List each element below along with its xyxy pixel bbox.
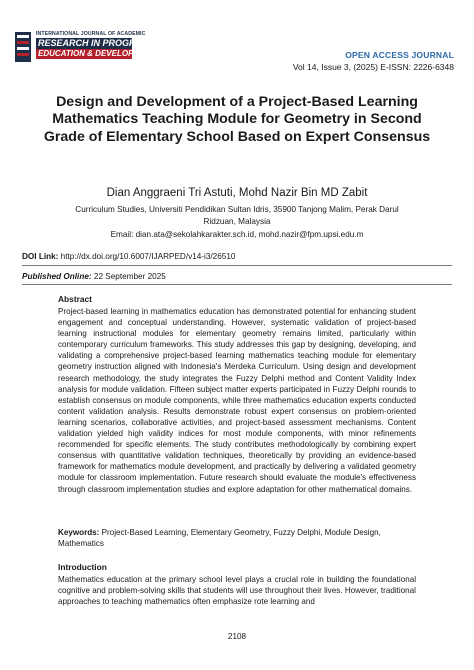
published-line: [22, 272, 166, 281]
page-number: 2108: [227, 632, 247, 641]
introduction-text: Mathematics education at the primary school level plays a crucial role in building the foundational cognitive and problem-solving skills that students will use throughout their lives. However, traditional approaches to teaching mathematics often emphasize rote learning and: [58, 575, 416, 607]
paper-authors: Dian Anggraeni Tri Astuti, Mohd Nazir Bin MD Zabit: [106, 187, 368, 199]
doi-line: [22, 252, 235, 261]
divider-bottom: [22, 284, 452, 285]
open-access-label: OPEN ACCESS JOURNAL: [345, 50, 454, 60]
doi-link[interactable]: http://dx.doi.org/10.6007/IJARPED/v14-i3/26510: [60, 252, 236, 261]
journal-info: [293, 50, 454, 72]
author-email: Email: dian.ata@sekolahkarakter.sch.id, mohd.nazir@fpm.upsi.edu.m: [110, 230, 364, 239]
divider-top: [22, 265, 452, 266]
logo-line2: RESEARCH IN PROGRESSIVE: [38, 38, 169, 48]
keywords-label: Keywords:: [58, 528, 100, 537]
introduction-heading: Introduction: [58, 562, 107, 572]
published-label: Published Online:: [22, 272, 92, 281]
abstract-text: Project-based learning in mathematics education has demonstrated potential for enhancing student engagement and conceptual understanding. However, systematic validation of project-based learning instructional modules for elementary geometry remains limited, particularly within contemporary curriculum frameworks. This study addresses this gap by designing, developing, and validating a comprehensive project-based learning mathematics teaching module for elementary geometry instruction aligned with Indonesia's Merdeka Curriculum. Using design and development research methodology, the study integrates the Fuzzy Delphi method and Content Validity Index analysis for module validation. Fifteen subject matter experts participated in Fuzzy Delphi rounds to establish consensus on module components, while three mathematics education experts conducted content validation analysis. Results demonstrate robust expert consensus on problem-oriented learning scenarios, collaborative activities, and project-based assessment mechanisms. Content validation yielded high validity indices for most module components, with minor refinements recommended for specific elements. The study contributes methodologically by combining expert consensus with quantitative validation techniques, theoretically by providing an evidence-based framework for mathematics module development, and practically by delivering a validated geometry module for classroom implementation. Future research should evaluate the module's effectiveness through classroom implementation studies and explore adaptation for other mathematical domains.: [58, 307, 416, 494]
logo-line3: EDUCATION & DEVELOPMENT: [38, 49, 157, 58]
keywords-value: Project-Based Learning, Elementary Geometry, Fuzzy Delphi, Module Design, Mathematics: [58, 528, 381, 549]
journal-logo-text: [36, 30, 169, 59]
logo-line1: INTERNATIONAL JOURNAL OF ACADEMIC: [36, 31, 146, 37]
volume-issue: Vol 14, Issue 3, (2025) E-ISSN: 2226-6348: [292, 62, 454, 72]
doi-label: DOI Link:: [22, 252, 59, 261]
author-affiliation: Curriculum Studies, Universiti Pendidikan Sultan Idris, 35900 Tanjong Malim, Perak Darul Ridzuan, Malaysia: [75, 205, 399, 226]
paper-title: Design and Development of a Project-Based Learning Mathematics Teaching Module for Geometry in Second Grade of Elementary School Based on Expert Consensus: [43, 94, 431, 145]
keywords: [58, 527, 416, 549]
abstract-heading: Abstract: [58, 294, 92, 304]
journal-emblem-icon: [14, 30, 34, 64]
journal-logo: [14, 30, 169, 66]
published-date: 22 September 2025: [93, 272, 166, 281]
